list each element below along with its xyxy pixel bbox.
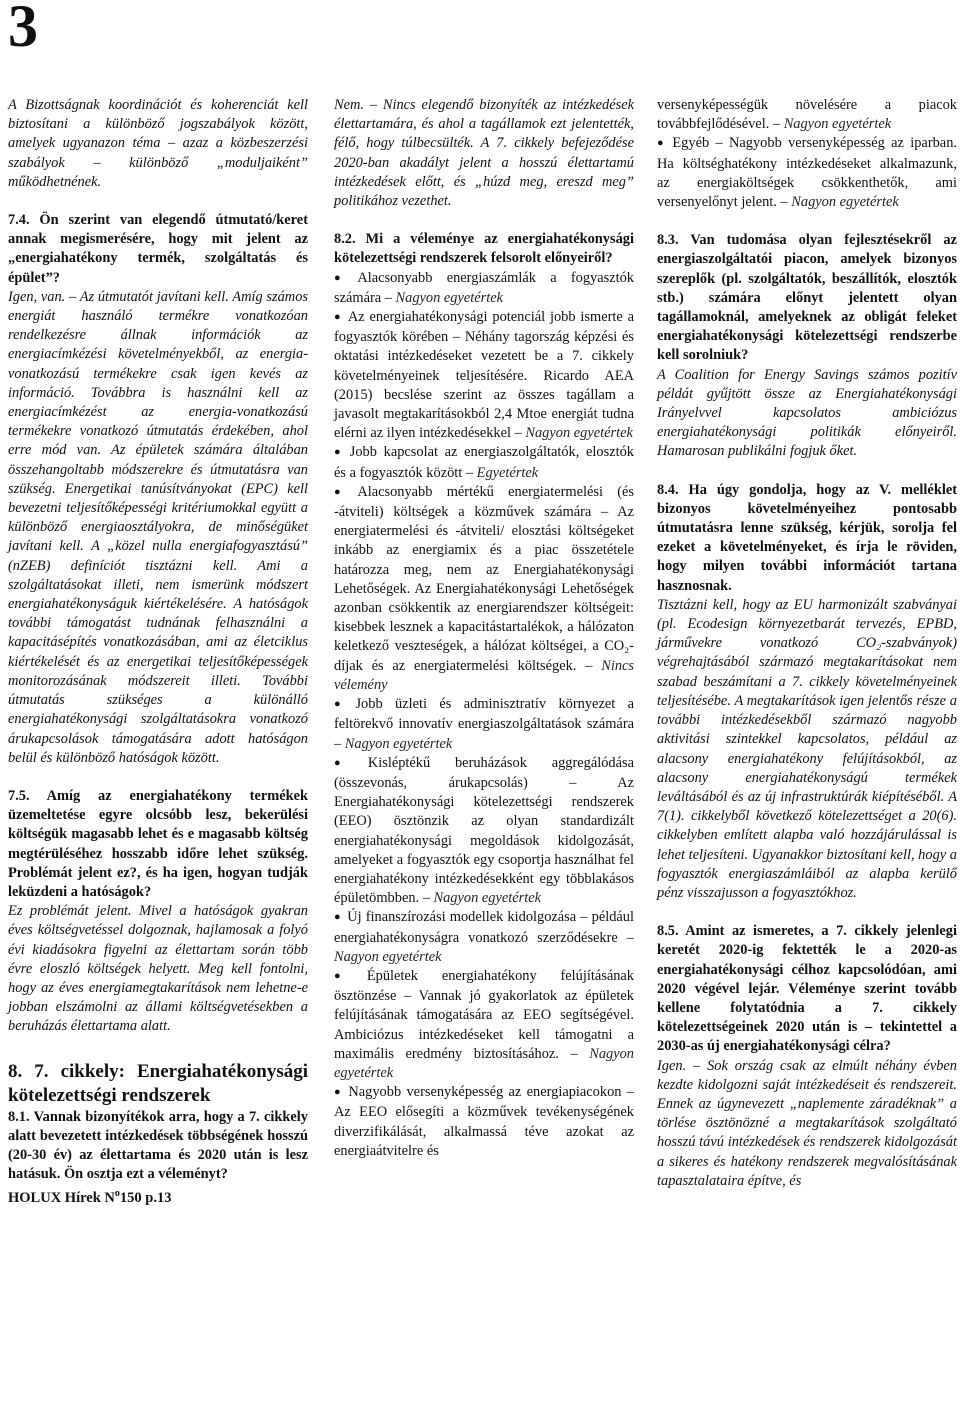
intro-paragraph: A Bizottságnak koordinációt és koherenciát kell biztosítani a különböző jogszabályok között, amelyek ugyanazon téma – azaz a közbeszerzési szabályok – különböző „moduljaiként” működhetnének. [8,97,308,190]
column-1 [8,96,308,1208]
list-item: ● Jobb üzleti és adminisztratív környezet a feltörekvő innovatív energiaszolgáltatások számára – Nagyon egyetértek [334,695,634,754]
answer-7-5: Ez problémát jelent. Mivel a hatóságok gyakran éves költségvetéssel dolgoznak, hajlamosak a folyó évi kiadásokra figyelni az élettartam során több évre eloszló költségek helyett. Meg kell fontolni, hogy az éves energiamegtakarítások nem lehetne-e jobban elszámolni az állami költségvetésekben a beruházás élettartama alatt. [8,903,308,1035]
answer-8-1: Nem. – Nincs elegendő bizonyíték az intézkedések élettartamára, és ahol a tagállamok ezt jelentették, félő, hogy túlbecsülték. A 7. cikkely befejeződése 2020-ban akadályt jelent a hosszú élettartamú intézkedések előtt, és „húzd meg, ereszd meg” politikához vezethet. [334,97,634,210]
footer: HOLUX Hírek $N^o150$ p.13 [8,1188,172,1207]
benefits-list [334,269,634,1161]
answer-8-3: A Coalition for Energy Savings számos pozitív példát gyűjtött össze az Energiahatékonysági Irányelvvel kapcsolatos ambiciózus energiahatékonysági politikák előnyeiről. Hamarosan publikálni fogjuk őket. [657,366,957,460]
question-7-5: 7.5. Amíg az energiahatékony termékek üzemeltetése egyre olcsóbb lesz, bekerülési költségük magasabb lehet és e magasabb költség megtérüléséhez hosszabb időre lehet szükség. Problémát jelent ez?, és ha igen, hogyan tudják leküzdeni a hatóságok? [8,787,308,900]
list-item: ● Nagyobb versenyképesség az energiapiacokon – Az EEO elősegíti a közművek tevékenységének diverzifikálását, alkalmassá téve azokat az energiaátvitelre és [334,1083,634,1161]
list-item: ● Jobb kapcsolat az energiaszolgáltatók, elosztók és a fogyasztók között – Egyetértek [334,443,634,482]
column-2 [334,96,634,1161]
question-8-3: 8.3. Van tudomása olyan fejlesztésekről az energiaszolgáltatói piacon, amelyek bizonyos szereplők (pl. szolgáltatók, beszállítók, elosztók stb.) számára előnyt jelentett olyan tagállamoknál, amelyeknek az obligát feleket energiahatékonysági kötelezettségi rendszerbe kell sorolniuk? [657,232,957,364]
list-item: ● Alacsonyabb mértékű energiatermelési (és -átviteli) költségek a közművek számára – Az energiatermelési és -átviteli/ elosztási költségeket inkább az energiamix és a piac összetétele határozza meg, nem az Energiahatékonysági Lehetőségek. Az Energiahatékonysági Lehetőségek azonban csökkentik az energiarendszer költségeit: kisebbek lesznek a kapacitástartalékok, a hálózaton keletkező veszteségek, a hálózat költségei, a CO₂-díjak és az energiatermelési költségek. – Nincs vélemény [334,483,634,695]
list-item: ● Kisléptékű beruházások aggregálódása (összevonás, árukapcsolás) – Az Energiahatékonysági kötelezettségi rendszerek (EEO) ösztönzik az olyan standardizált energiahatékonysági megoldások kidolgozását, amelyeket a fogyasztók egy csoportja használhat fel energiahatékony intézkedésekként egy többlakásos épületömbben. – Nagyon egyetértek [334,754,634,909]
answer-8-5: Igen. – Sok ország csak az elmúlt néhány évben kezdte kidolgozni saját intézkedéseit és rendszereit. Ennek az úgynevezett „naplemente záradéknak” a törlése ösztönözné a megtakarítások szolgáltató hosszú távú intézkedések és rendszerek kidolgozását a sikeres és hatékony rendszerek megvalósításának tapasztalataira építve, és [657,1057,957,1189]
list-item-egyeb: ● Egyéb – Nagyobb versenyképesség az iparban. Ha költséghatékony intézkedéseket alkalmazunk, az energiaköltségek csökkenthetők, ami versenyelőnyt jelent. – Nagyon egyetértek [657,134,957,212]
list-item: ● Épületek energiahatékony felújításának ösztönzése – Vannak jó gyakorlatok az épületek felújításának támogatására az EEO segítségével. Ambiciózus intézkedéseket kell támogatni a maximális eredmény biztosításához. – Nagyon egyetértek [334,967,634,1083]
list-item: ● Alacsonyabb energiaszámlák a fogyasztók számára – Nagyon egyetértek [334,269,634,308]
list-item: ● Az energiahatékonysági potenciál jobb ismerte a fogyasztók körében – Néhány tagország képzési és oktatási intézkedéseket vezetett be a 7. cikkely követelményeinek teljesítésére. Ricardo AEA (2015) becslése szerint az összes tagállam a javasolt megtakarításokból 2,4 Mtoe energiát tudna elérni az ilyen intézkedésekkel – Nagyon egyetértek [334,308,634,443]
list-item: ● Új finanszírozási modellek kidolgozása – például energiahatékonyságra vonatkozó szerződésekre – Nagyon egyetértek [334,908,634,967]
section-8-heading: 8. 7. cikkely: Energiahatékonysági kötelezettségi rendszerek [8,1060,308,1106]
continued-text: versenyképességük növelésére a piacok továbbfejlődésével. – Nagyon egyetértek [657,97,957,133]
question-8-5: 8.5. Amint az ismeretes, a 7. cikkely jelenlegi keretét 2020-ig fektették le a 2020-as energiahatékonysági célhoz kapcsolódóan, ami 2020 végével lejár. Véleménye szerint tovább kellene folytatódnia a 7. cikkely kötelezettségeinek 2020 után is – tekintettel a 2030-as új energiahatékonysági célra? [657,923,957,1055]
question-7-4: 7.4. Ön szerint van elegendő útmutató/keret annak megismerésére, hogy mit jelent az „energiahatékony termék, szolgáltatás és épület”? [8,212,308,286]
column-3 [657,96,957,1191]
answer-8-4: Tisztázni kell, hogy az EU harmonizált szabványai (pl. Ecodesign környezetbarát tervezés, EPBD, járművekre vonatkozó CO₂-szabványok) végrehajtásából származó megtakarításokat nem szabad beszámítani a 7. cikkely követelményeinek teljesítésébe. A megtakarítások igen jelentős része a további intézkedésekből származó nagyobb aktivitási szintekkel kapcsolatos, például az alacsony energiahatékony felújításokból, az alacsony energiahatékonyságú termékek leváltásából és az új infrastruktúrák kiépítéséből. A 7(1). cikkelyből következő kötelezettséget a 20(6). cikkelyben említett alapba való hozzájárulással is lehet teljesíteni. Ugyanakkor biztosítani kell, hogy a fogyasztók energiaszámláiból az alapba kerülő pénz visszajusson a fogyasztókhoz. [657,596,957,901]
question-8-4: 8.4. Ha úgy gondolja, hogy az V. melléklet bizonyos követelményeihez pontosabb útmutatásra lenne szükség, kérjük, sorolja fel ezeket a követelményeket, és írja le röviden, hogy milyen további információt tartana hasznosnak. [657,481,957,594]
question-8-1: 8.1. Vannak bizonyítékok arra, hogy a 7. cikkely alatt bevezetett intézkedések többségének hosszú (20-30 év) az élettartama és 2020 után is lesz hatásuk. Ön osztja ezt a véleményt? [8,1108,308,1183]
answer-7-4: Igen, van. – Az útmutatót javítani kell. Amíg számos energiát használó termékre vonatkozóan rendelkezésre állnak információk az energiacímkézési követelményekből, az energia-vonatkozású termékekre csak igen kevés az információ. Továbbra is használni kell az energiacímkézést az energia-vonatkozású termékekre vonatkozó útmutatás érdekében, ahol erre mód van. Az épületek számára általában összehangoltabb módszerekre és útmutatásra van szükség. Energetikai tanúsítványokat (EPC) kell bevezetni teljesítőképességi kritériumokkal együtt a különböző energiaosztályokra, de minőségüket javítani kell. A „közel nulla energiafogyasztású” (nZEB) definíciót tisztázni kell. Ami a szolgáltatásokat illeti, nem ismerünk módszert energiahatékonyságuk kiértékelésére. A hatóságok további támogatást tudnának felhasználni a kapacitásépítés vonatkozásában, ami az életciklus kiértékelését és az energetikai teljesítőképességek monitorozásának módszereit illeti. További útmutatás szükséges a különálló energiahatékonysági szolgáltatásokra vonatkozó árukapcsolások támogatására adott hatóságon belül és különböző hatóságok között. [8,288,308,766]
question-8-2: 8.2. Mi a véleménye az energiahatékonysági kötelezettségi rendszerek felsorolt előnyeiről? [334,231,634,267]
page-number: 3 [8,0,38,59]
